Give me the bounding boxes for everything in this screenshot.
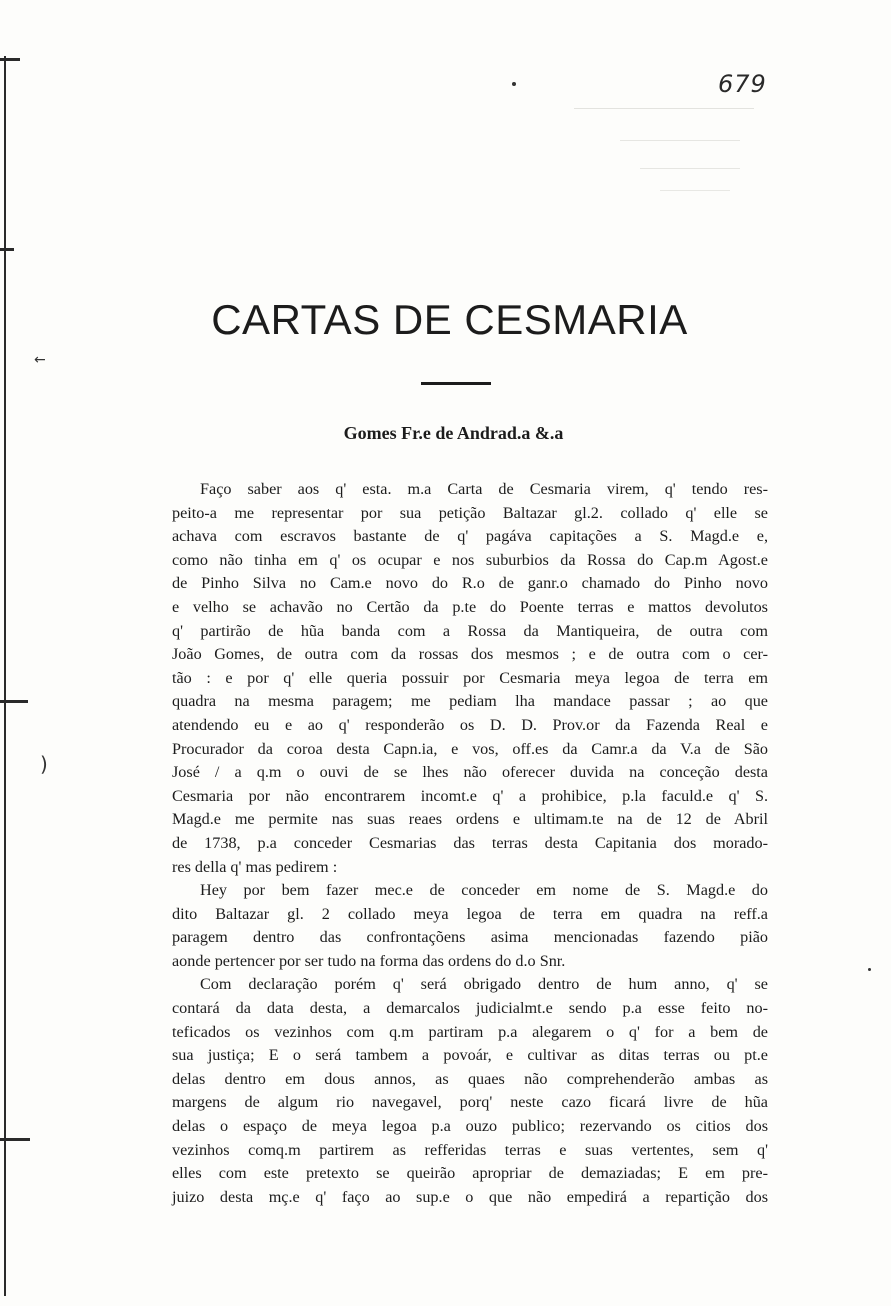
- text-line: Faço saber aos q' esta. m.a Carta de Cesmaria virem, q' tendo res-: [200, 480, 768, 498]
- document-heading: Gomes Fr.e de Andrad.a &.a: [343, 423, 564, 443]
- bleed-through: [620, 140, 740, 141]
- text-line: atendendo eu e ao q' responderão os D. D. Prov.or da Fazenda Real e: [172, 715, 768, 734]
- binding-tick: [0, 248, 14, 251]
- binding-tick: [0, 58, 20, 61]
- text-line: contará da data desta, a demarcalos judicialmt.e sendo p.a esse feito no-: [172, 999, 768, 1018]
- text-line: peito-a me representar por sua petição Baltazar gl.2. collado q' elle se: [172, 503, 768, 522]
- margin-bracket-icon: ): [40, 752, 48, 776]
- text-line: quadra na mesma paragem; me pediam lha mandace passar ; ao que: [172, 692, 768, 711]
- text-line: como não tinha em q' os ocupar e nos suburbios da Rossa do Cap.m Agost.e: [172, 550, 768, 569]
- binding-tick: [0, 700, 28, 703]
- text-line: aonde pertencer por ser tudo na forma das ordens do d.o Snr.: [172, 951, 566, 970]
- text-line: de 1738, p.a conceder Cesmarias das terras desta Capitania dos morado-: [172, 833, 768, 852]
- text-line: teficados os vezinhos com q.m partiram p.a alegarem o q' for a bem de: [172, 1022, 768, 1041]
- scan-speck: [868, 968, 871, 971]
- page-title: CARTAS DE CESMARIA: [211, 296, 688, 343]
- text-line: de Pinho Silva no Cam.e novo do R.o de ganr.o chamado do Pinho novo: [172, 574, 768, 593]
- text-line: vezinhos comq.m partirem as refferidas terras e suas vertentes, sem q': [172, 1140, 768, 1159]
- text-line: Magd.e me permite nas suas reaes ordens e ultimam.te na de 12 de Abril: [172, 810, 768, 829]
- text-line: delas dentro em dous annos, as quaes não comprehenderão ambas as: [172, 1069, 768, 1088]
- text-line: tão : e por q' elle queria possuir por Cesmaria meya legoa de terra em: [172, 668, 768, 687]
- text-line: Procurador da coroa desta Capn.ia, e vos, off.es da Camr.a da V.a de São: [172, 739, 768, 758]
- bleed-through: [660, 190, 730, 191]
- bleed-through: [640, 168, 740, 169]
- text-line: juizo desta mç.e q' faço ao sup.e o que não empedirá a repartição dos: [172, 1187, 768, 1206]
- title-rule: [421, 382, 491, 385]
- text-line: Cesmaria por não encontrarem incomt.e q' a prohibice, p.la faculd.e q' S.: [172, 786, 768, 805]
- page-number: 679: [718, 70, 767, 98]
- text-line: paragem dentro das confrontaçõens asima mencionadas fazendo pião: [172, 928, 768, 947]
- text-line: e velho se achavão no Certão da p.te do Poente terras e mattos devolutos: [172, 597, 768, 616]
- text-line: q' partirão de hũa banda com a Rossa da Mantiqueira, de outra com: [172, 621, 768, 640]
- text-line: João Gomes, de outra com da rossas dos mesmos ; e de outra com o cer-: [172, 645, 768, 664]
- body-text: [172, 478, 768, 1209]
- binding-tick: [0, 1138, 30, 1141]
- text-line: elles com este pretexto se queirão apropriar de demaziadas; E em pre-: [172, 1164, 768, 1183]
- text-line: sua justiça; E o será tambem a povoár, e cultivar as ditas terras ou pt.e: [172, 1046, 768, 1065]
- text-line: dito Baltazar gl. 2 collado meya legoa de terra em quadra na reff.a: [172, 904, 768, 923]
- scan-speck: [512, 82, 516, 86]
- text-line: Hey por bem fazer mec.e de conceder em nome de S. Magd.e do: [200, 881, 768, 900]
- text-line: Com declaração porém q' será obrigado dentro de hum anno, q' se: [200, 975, 768, 994]
- text-line: margens de algum rio navegavel, porq' neste cazo ficará livre de hũa: [172, 1093, 768, 1112]
- binding-edge: [4, 56, 6, 1296]
- text-line: achava com escravos bastante de q' pagáva capitações a S. Magd.e e,: [172, 527, 768, 546]
- margin-arrow-icon: ←: [34, 352, 46, 368]
- text-line: res della q' mas pedirem :: [172, 857, 338, 876]
- text-line: delas o espaço de meya legoa p.a ouzo publico; rezervando os citios dos: [172, 1117, 768, 1136]
- bleed-through: [574, 108, 754, 109]
- text-line: José / a q.m o ouvi de se lhes não oferecer duvida na conceção desta: [172, 763, 768, 782]
